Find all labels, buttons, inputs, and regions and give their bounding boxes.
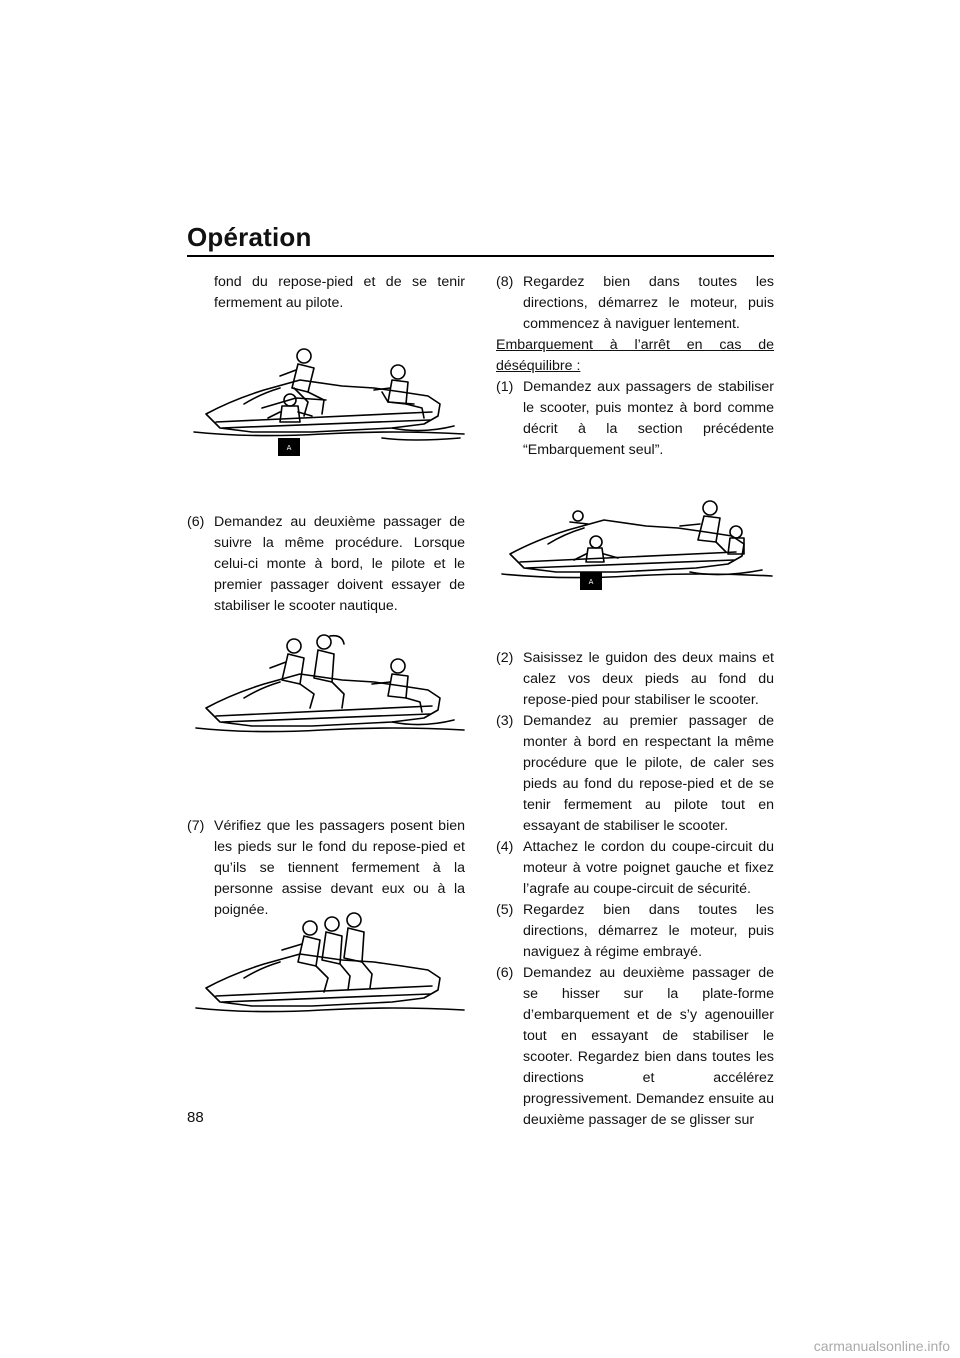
illustration-jetski-boarding-1 bbox=[192, 342, 467, 464]
step-text: Demandez au deuxième passager de se hisser sur la plate-forme d’embarquement et de s’y agenouiller tout en essayant de stabiliser le scooter. Regardez bien dans toutes les directions et accélérez progressivement. Demandez ensuite au deuxième passager de se glisser sur bbox=[523, 965, 774, 1128]
list-item bbox=[496, 900, 774, 963]
watermark-text: carmanualsonline.info bbox=[813, 1338, 950, 1354]
step-number: (1) bbox=[496, 379, 514, 395]
list-item bbox=[496, 377, 774, 461]
left-step-6 bbox=[187, 512, 465, 617]
step-text: Regardez bien dans toutes les directions, démarrez le moteur, puis commencez à naviguer lentement. bbox=[523, 274, 774, 332]
svg-text:A: A bbox=[286, 444, 292, 452]
step-number: (4) bbox=[496, 839, 514, 855]
step-number: (5) bbox=[496, 902, 514, 918]
page-title: Opération bbox=[187, 222, 312, 252]
right-column-bottom bbox=[496, 648, 774, 1131]
step-text: Demandez au premier passager de monter à bord en respectant la même procédure que le pilote, de caler ses pieds au fond du repose-pied et de se tenir fermement au pilote tout en essayant de stabiliser le scooter. bbox=[523, 713, 774, 834]
jetski-drawing bbox=[192, 906, 467, 1022]
step-number: (8) bbox=[496, 274, 514, 290]
step-text: Vérifiez que les passagers posent bien les pieds sur le fond du repose-pied et qu’ils se tiennent fermement à la personne assise devant eux ou à la poignée. bbox=[214, 818, 465, 918]
list-item bbox=[496, 648, 774, 711]
page-number: 88 bbox=[187, 1109, 204, 1126]
illustration-jetski-boarding-2 bbox=[192, 632, 467, 742]
list-item bbox=[496, 963, 774, 1131]
right-column-top bbox=[496, 272, 774, 461]
illustration-jetski-seated-3 bbox=[192, 906, 467, 1022]
step-number: (6) bbox=[496, 965, 514, 981]
jetski-drawing bbox=[192, 632, 467, 742]
step-text: Saisissez le guidon des deux mains et calez vos deux pieds au fond du repose-pied pour stabiliser le scooter. bbox=[523, 650, 774, 708]
list-item bbox=[187, 512, 465, 617]
list-item bbox=[496, 837, 774, 900]
section-subheading-cont: déséquilibre : bbox=[496, 358, 581, 374]
step-text: Demandez au deuxième passager de suivre la même procédure. Lorsque celui-ci monte à bord, le pilote et le premier passager doivent essayer de stabiliser le scooter nautique. bbox=[214, 514, 465, 614]
step-text: Attachez le cordon du coupe-circuit du moteur à votre poignet gauche et fixez l’agrafe au coupe-circuit de sécurité. bbox=[523, 839, 774, 897]
jetski-drawing bbox=[500, 498, 775, 598]
list-item bbox=[496, 711, 774, 837]
step-number: (7) bbox=[187, 818, 205, 834]
left-column-top bbox=[187, 272, 465, 314]
section-subheading: Embarquement à l’arrêt en cas de bbox=[496, 337, 774, 353]
paragraph-continuation: fond du repose-pied et de se tenir fermement au pilote. bbox=[214, 274, 465, 311]
step-number: (6) bbox=[187, 514, 205, 530]
step-number: (2) bbox=[496, 650, 514, 666]
step-text: Regardez bien dans toutes les directions, démarrez le moteur, puis naviguez à régime embrayé. bbox=[523, 902, 774, 960]
jetski-drawing bbox=[192, 342, 467, 464]
step-number: (3) bbox=[496, 713, 514, 729]
list-item bbox=[496, 272, 774, 335]
header-rule bbox=[187, 255, 774, 257]
svg-text:A: A bbox=[588, 578, 594, 586]
illustration-jetski-unstable-boarding bbox=[500, 498, 775, 598]
step-text: Demandez aux passagers de stabiliser le scooter, puis montez à bord comme décrit à la section précédente “Embarquement seul”. bbox=[523, 379, 774, 458]
